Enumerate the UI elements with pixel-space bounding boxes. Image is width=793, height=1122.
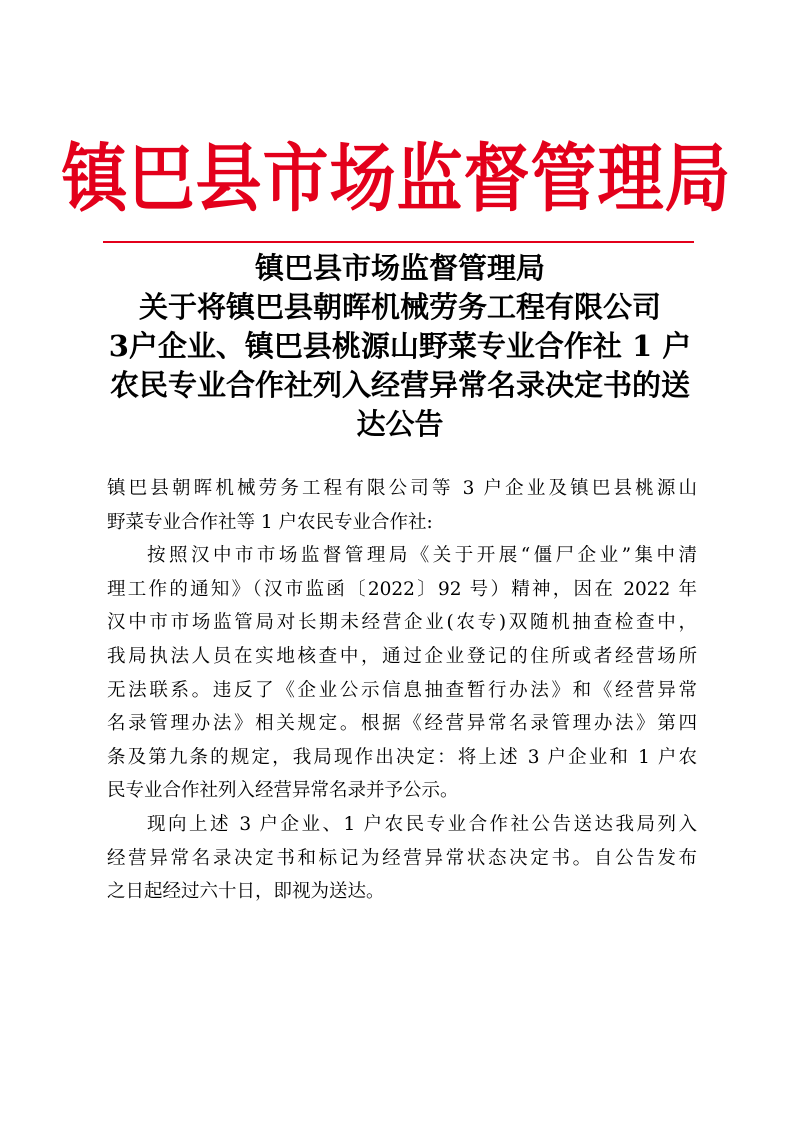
title-line-5: 达公告 [356,407,444,441]
paragraph1-line-5: 无法联系。违反了《企业公示信息抽查暂行办法》和《经营异常 [107,679,697,701]
title-line-1: 镇巴县市场监督管理局 [254,251,545,285]
paragraph2-line-2: 经营异常名录决定书和标记为经营异常状态决定书。自公告发布 [107,847,697,869]
paragraph1-line-7: 条及第九条的规定，我局现作出决定：将上述 3 户企业和 1 户农 [107,746,697,768]
paragraph1-line-2: 理工作的通知》（汉市监函〔2022〕92 号）精神，因在 2022 年 [107,578,697,600]
title-line-4: 农民专业合作社列入经营异常名录决定书的送 [109,368,690,402]
salutation-line-1: 镇巴县朝晖机械劳务工程有限公司等 3 户企业及镇巴县桃源山 [107,478,697,499]
notice-title [100,249,700,444]
paragraph1-line-6: 名录管理办法》相关规定。根据《经营异常名录管理办法》第四 [107,713,697,735]
title-line-2: 关于将镇巴县朝晖机械劳务工程有限公司 [138,290,661,324]
paragraph1-line-4: 我局执法人员在实地核查中，通过企业登记的住所或者经营场所 [107,645,697,667]
paragraph2-line-3: 之日起经过六十日，即视为送达。 [107,881,385,903]
salutation [107,472,697,539]
paragraph1-line-1: 按照汉中市市场监督管理局《关于开展“僵尸企业”集中清 [147,545,697,567]
paragraph-service [107,808,697,909]
notice-body [107,472,697,909]
paragraph-decision [107,539,697,808]
salutation-line-2: 野菜专业合作社等 1 户农民专业合作社: [107,511,433,533]
masthead-title: 镇巴县市场监督管理局 [61,134,732,222]
paragraph1-line-8: 民专业合作社列入经营异常名录并予公示。 [107,780,459,802]
paragraph2-line-1: 现向上述 3 户企业、1 户农民专业合作社公告送达我局列入 [147,813,697,835]
paragraph1-line-3: 汉中市市场监管局对长期未经营企业(农专)双随机抽查检查中， [107,612,698,634]
title-line-3: 3户企业、镇巴县桃源山野菜专业合作社 1 户 [108,329,692,363]
header-red-rule [103,241,694,243]
